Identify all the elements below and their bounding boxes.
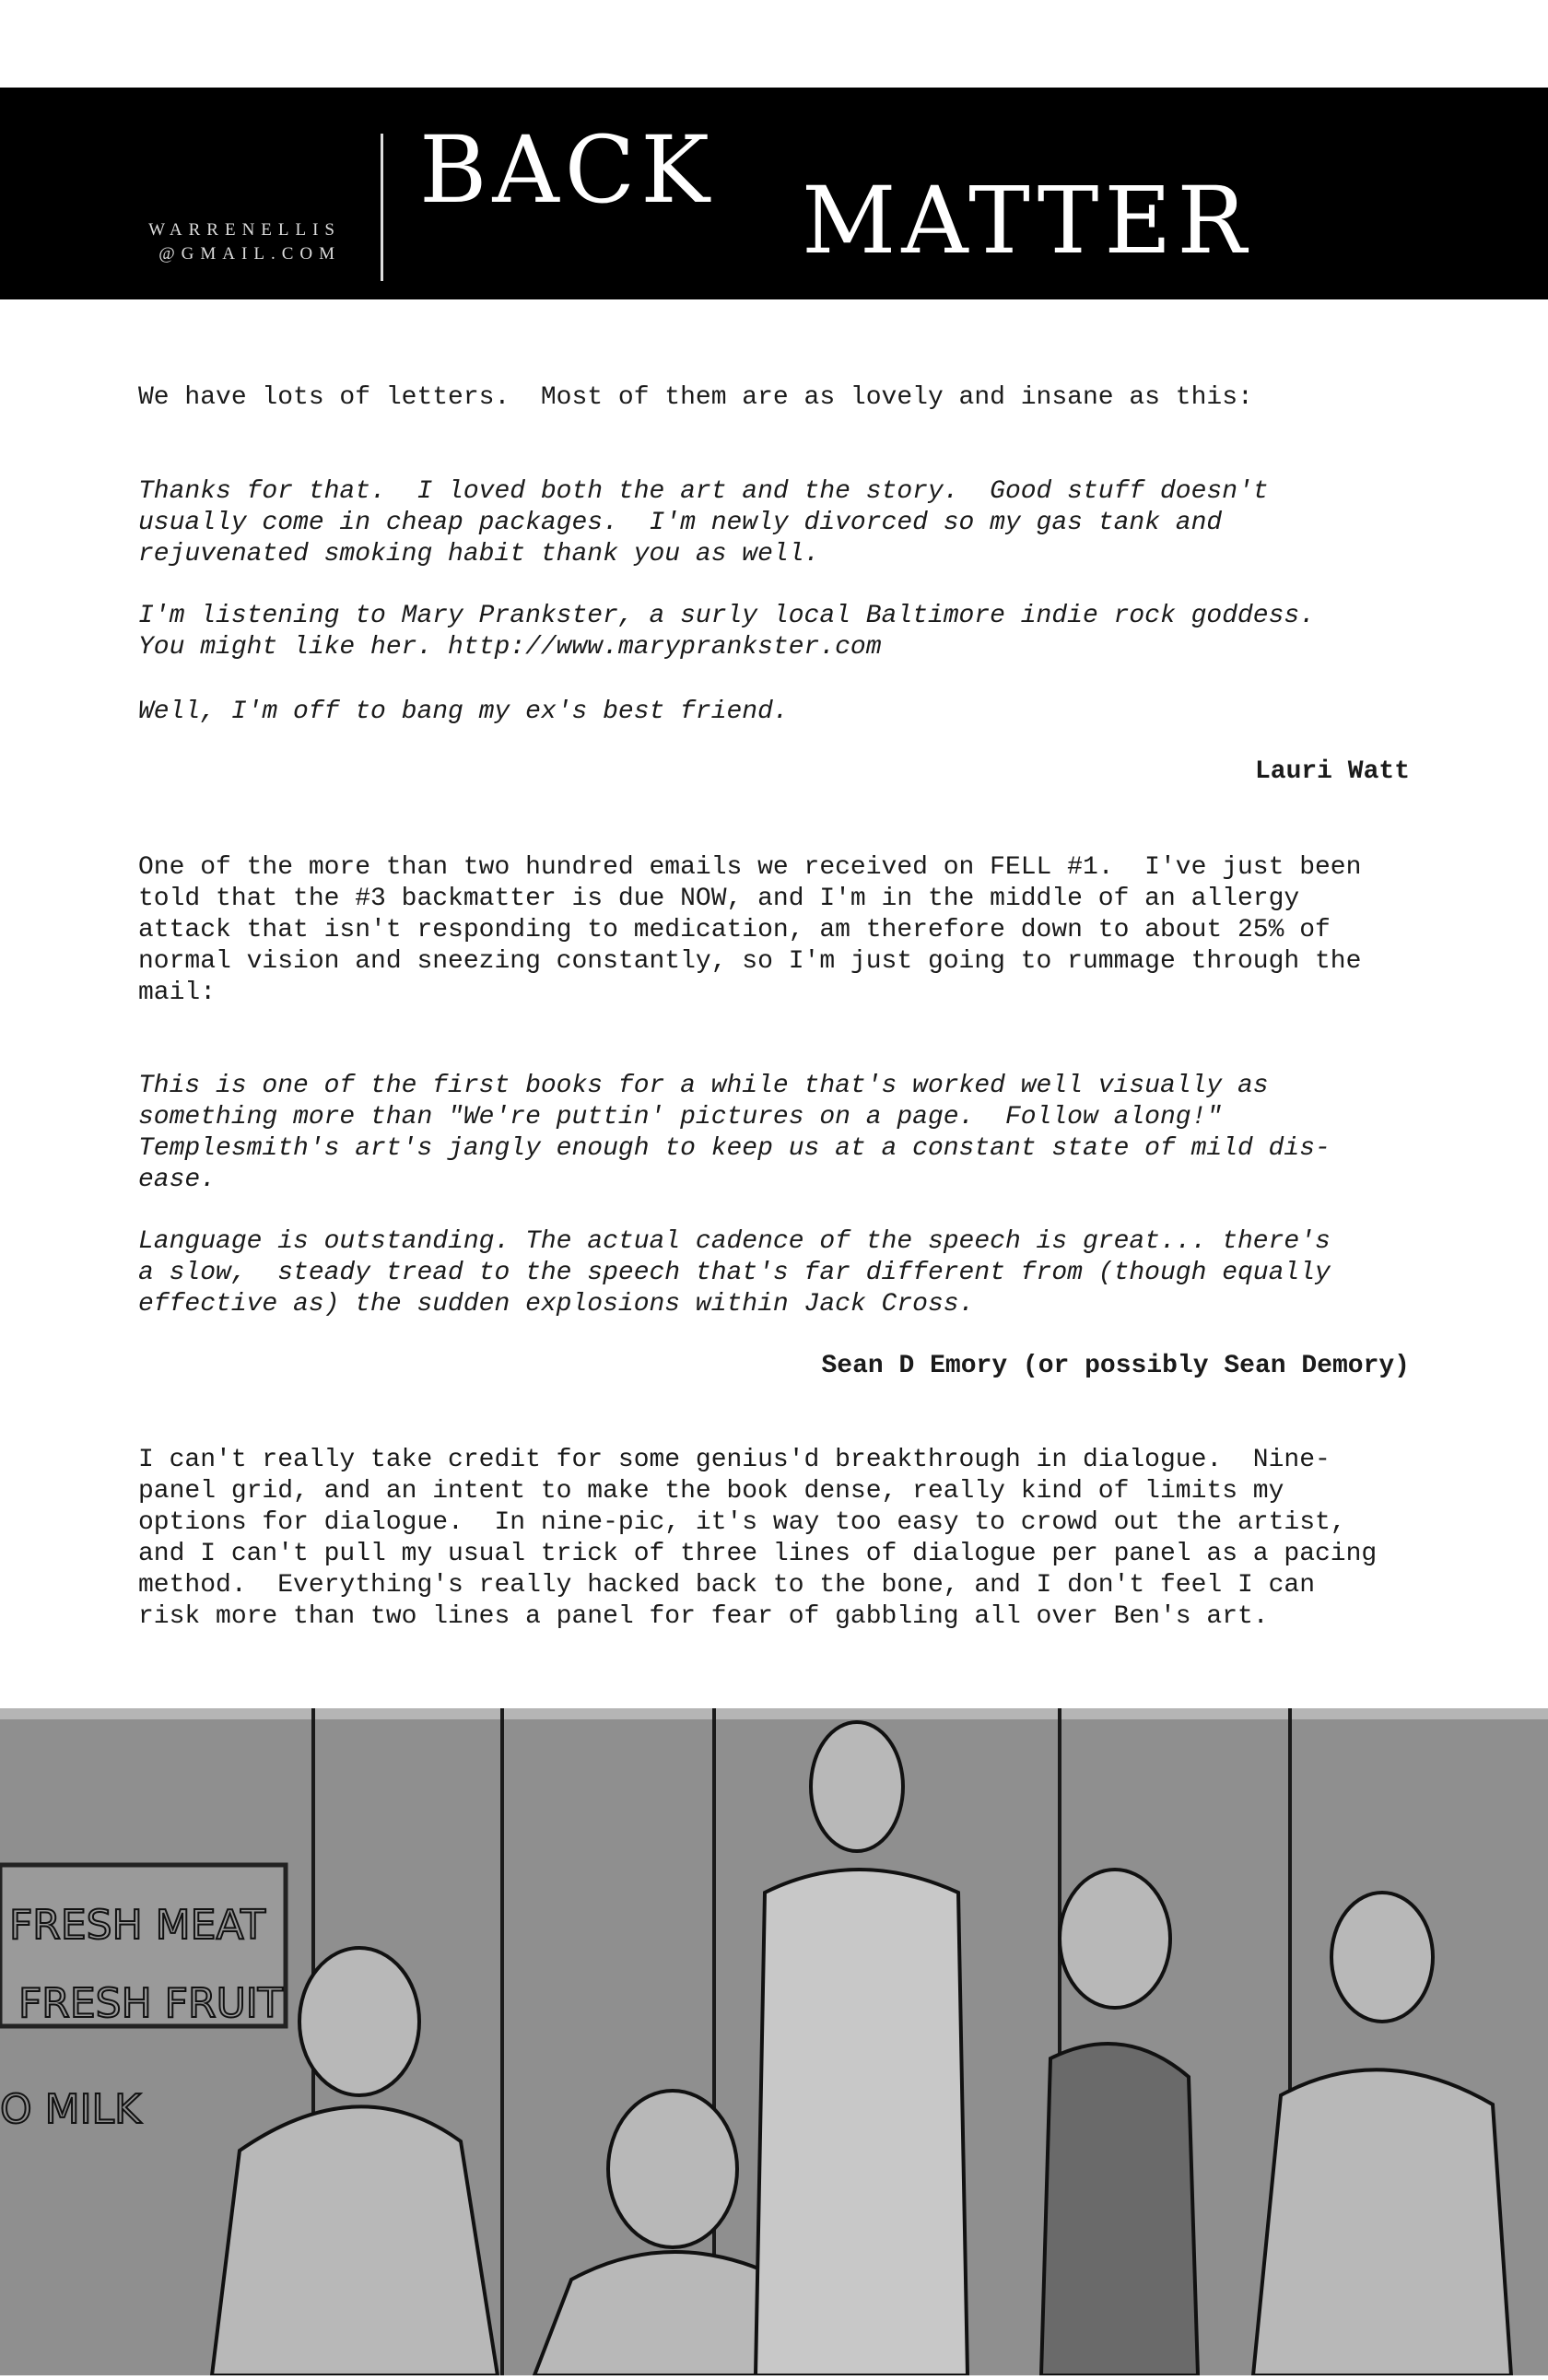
divider xyxy=(381,134,383,281)
intro-text: We have lots of letters. Most of them are as lovely and insane as this: xyxy=(138,383,1253,412)
letter2-para2: Language is outstanding. The actual cadence of the speech is great... there's a slow, steady tread to the speech that's far different from (though equally effective as) the sudden explosions within Jack Cross. xyxy=(138,1227,1331,1319)
header-banner xyxy=(0,88,1548,299)
letter2-signature: Sean D Emory (or possibly Sean Demory) xyxy=(821,1352,1410,1380)
comic-artwork xyxy=(0,1708,1548,2375)
letter1-signature: Lauri Watt xyxy=(1254,757,1410,786)
response2-text: I can't really take credit for some genius'd breakthrough in dialogue. Nine- panel grid, and an intent to make the book dense, really kind of limits my options for dialogue. In nine-pic, it's way too easy to crowd out the artist, and I can't pull my usual trick of three lines of dialogue per panel as a pacing method. Everything's really hacked back to the bone, and I don't feel I can risk more than two lines a panel for fear of gabbling all over Ben's art. xyxy=(138,1446,1378,1631)
author-email xyxy=(129,218,341,266)
response1-text: One of the more than two hundred emails we received on FELL #1. I've just been told that the #3 backmatter is due NOW, and I'm in the middle of an allergy attack that isn't responding to medication, am therefore down to about 25% of normal vision and sneezing constantly, so I'm just going to rummage through the mail: xyxy=(138,853,1362,1007)
letter1-para3: Well, I'm off to bang my ex's best friend. xyxy=(138,698,789,726)
sign-fresh-fruit: FRESH FRUIT xyxy=(18,1980,283,2027)
email-line-2: @GMAIL.COM xyxy=(158,244,341,264)
sign-milk: O MILK xyxy=(0,2086,141,2133)
email-line-1: WARRENELLIS xyxy=(148,220,341,240)
title-back: BACK xyxy=(419,116,715,224)
sign-fresh-meat: FRESH MEAT xyxy=(9,1902,266,1949)
letter2-para1: This is one of the first books for a while that's worked well visually as something more than "We're puttin' pictures on a page. Follow along!" Templesmith's art's jangly enough to keep us at a constant state of mild dis- ease. xyxy=(138,1072,1331,1194)
letter1-para2: I'm listening to Mary Prankster, a surly local Baltimore indie rock goddess. You might like her. http://www.maryprankster.com xyxy=(138,602,1316,662)
letter1-para1: Thanks for that. I loved both the art and the story. Good stuff doesn't usually come in cheap packages. I'm newly divorced so my gas tank and rejuvenated smoking habit thank you as well. xyxy=(138,477,1269,569)
title-matter: MATTER xyxy=(802,167,1252,275)
